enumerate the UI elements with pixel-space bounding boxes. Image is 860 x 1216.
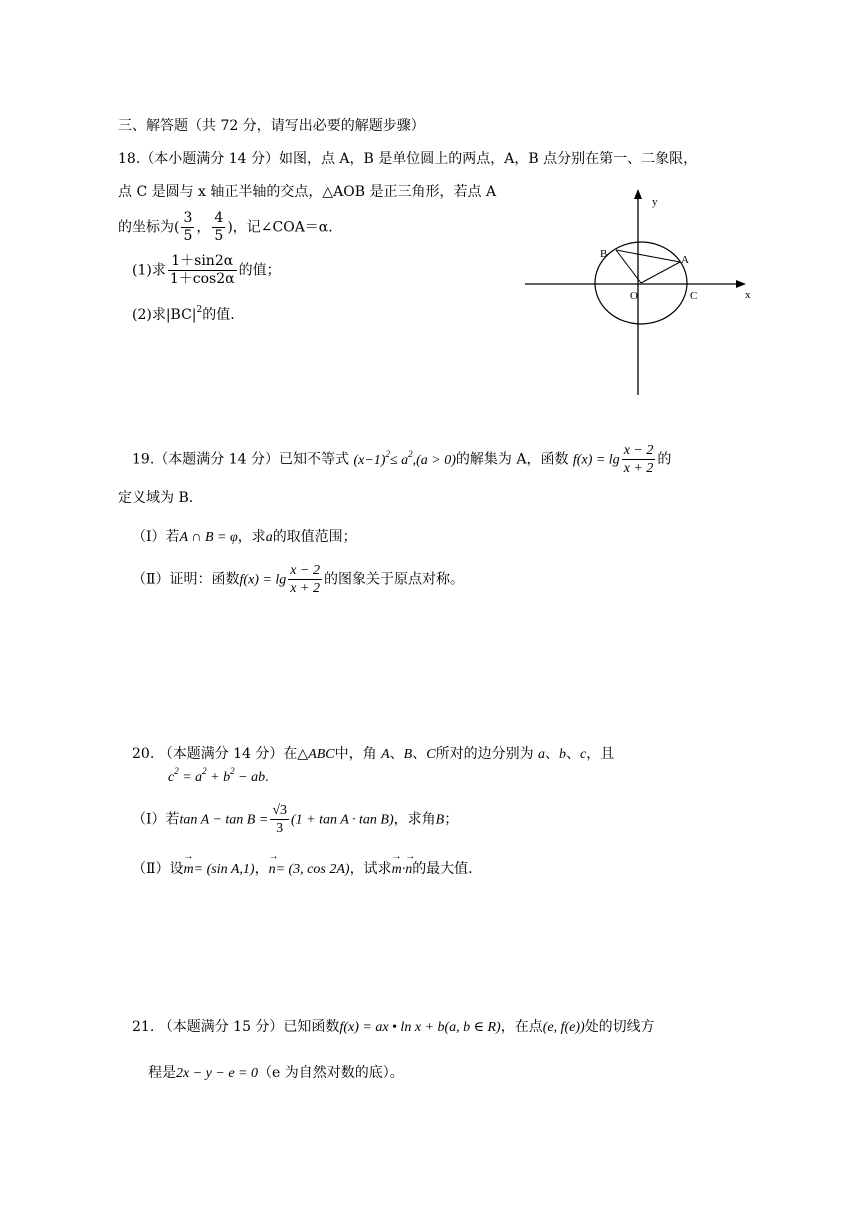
- y-axis-arrow: [634, 189, 642, 199]
- frac-den: x + 2: [290, 581, 320, 596]
- q19-p1-suffix: 的取值范围；: [272, 529, 357, 545]
- q19-line1: [132, 442, 671, 477]
- label-o: O: [630, 290, 638, 302]
- angle-a: A: [381, 747, 390, 762]
- vector-n: → n: [269, 862, 276, 878]
- vector-m: → m: [392, 862, 402, 878]
- superscript: 2: [230, 766, 235, 776]
- q20-text: ，且: [586, 746, 615, 762]
- eq-part: c: [168, 770, 175, 785]
- separator: 、: [389, 746, 404, 762]
- q18-coord-prefix: 的坐标为(: [118, 219, 180, 236]
- tangent-equation: 2x − y − e = 0: [176, 1066, 258, 1081]
- set-expression: A ∩ B = φ: [179, 530, 238, 545]
- inequality: [353, 448, 456, 468]
- q19-p2-prefix: （Ⅱ）证明：函数: [132, 571, 240, 588]
- superscript: 2: [385, 448, 390, 459]
- ineq-part: ≤ a: [389, 452, 409, 468]
- unit-circle-figure: [520, 185, 760, 400]
- q21-lead: 21. （本题满分 15 分）已知函数: [132, 1019, 340, 1035]
- q18-line3: [118, 210, 342, 245]
- q20-p1-prefix: （Ⅰ）若: [132, 811, 180, 828]
- segment-oa: [641, 262, 680, 283]
- q18-part1: [132, 253, 281, 288]
- q18-part2-prefix: (2)求|BC|: [132, 307, 197, 323]
- eq-part: .: [265, 770, 269, 785]
- eq-part: + b: [210, 770, 231, 785]
- angle-b: B: [435, 812, 445, 828]
- superscript: 2: [174, 766, 179, 776]
- point-expression: (e, f(e)): [542, 1020, 585, 1035]
- q20-equation: [168, 766, 269, 786]
- fraction-expression: [622, 442, 656, 477]
- function-def: f(x) = lg: [572, 452, 620, 468]
- q20-p2-prefix: （Ⅱ）设: [132, 861, 184, 877]
- q18-part2-suffix: 的值.: [202, 307, 235, 323]
- q18-part1-prefix: (1)求: [132, 262, 166, 279]
- q19-p1-mid: ，求: [237, 529, 266, 545]
- tan-expression: tan A − tan B =: [179, 812, 269, 828]
- fraction-expression: [288, 562, 322, 597]
- triangle-abc: ABC: [308, 747, 335, 762]
- q19-tail: 的: [657, 451, 672, 468]
- tan-expression: (1 + tan A · tan B): [291, 812, 394, 828]
- q19-part1: [132, 526, 357, 546]
- function-def: f(x) = ax • ln x + b(a, b ∈ R): [339, 1020, 501, 1035]
- q18-line1: 18.（本小题满分 14 分）如图，点 A，B 是单位圆上的两点，A，B 点分别在第一、二象限，: [118, 151, 698, 167]
- label-y: y: [652, 196, 658, 208]
- label-c: C: [690, 290, 698, 302]
- angle-b: B: [403, 747, 413, 762]
- q20-p1-mid: ，求角: [393, 811, 436, 828]
- q19-part2: [132, 562, 464, 597]
- q21-line2: [148, 1062, 404, 1082]
- fraction-sqrt3-3: [270, 802, 289, 837]
- frac-num: x − 2: [623, 443, 654, 458]
- q19-p1-prefix: （Ⅰ）若: [132, 529, 180, 545]
- x-axis-arrow: [736, 280, 746, 288]
- fraction-4-5: [212, 210, 225, 245]
- q19-mid: 的解集为 A，函数: [455, 451, 569, 468]
- q20-lead: 20. （本题满分 14 分）在△: [132, 746, 309, 762]
- comma: ，: [254, 861, 269, 877]
- superscript: 2: [408, 448, 413, 459]
- q18-coord-suffix: )，记∠COA＝α．: [227, 219, 343, 236]
- ineq-part: ,(a > 0): [412, 452, 456, 468]
- dot-operator: ·: [401, 862, 406, 877]
- eq-part: − ab: [238, 770, 266, 785]
- q21-line2-suffix: （e 为自然对数的底）。: [257, 1065, 404, 1081]
- vector-m: → m: [184, 862, 194, 878]
- q21-line2-prefix: 程是: [148, 1065, 176, 1081]
- vector-n-value: = (3, cos 2A): [275, 862, 350, 877]
- q20-line1: [132, 743, 614, 763]
- ineq-part: (x−1): [353, 452, 386, 468]
- q20-part1: [132, 802, 458, 837]
- q20-p2-mid: ，试求: [349, 861, 392, 877]
- label-a: A: [681, 254, 689, 266]
- fraction-expression: [168, 253, 237, 288]
- frac-num: 4: [214, 210, 224, 226]
- q18-part2: [132, 304, 235, 324]
- q20-p1-suffix: ；: [444, 811, 459, 828]
- frac-num: x − 2: [290, 563, 320, 578]
- superscript: 2: [196, 305, 203, 315]
- frac-den: 3: [276, 821, 284, 836]
- frac-den: x + 2: [623, 461, 654, 476]
- q20-text: 中，角: [334, 746, 377, 762]
- section-heading: 三、解答题（共 72 分，请写出必要的解题步骤）: [118, 118, 425, 134]
- q18-line2: 点 C 是圆与 x 轴正半轴的交点，△AOB 是正三角形，若点 A: [118, 184, 497, 200]
- separator: 、: [566, 746, 581, 762]
- q19-line2: 定义域为 B.: [118, 490, 194, 506]
- frac-den: 5: [214, 228, 224, 244]
- fraction-3-5: [181, 210, 194, 245]
- q21-mid: ，在点: [500, 1019, 543, 1035]
- superscript: 2: [202, 766, 207, 776]
- side-b: b: [559, 747, 567, 762]
- frac-num: √3: [272, 803, 287, 818]
- vector-n: → n: [405, 862, 412, 878]
- label-x: x: [745, 289, 751, 301]
- q20-part2: [132, 858, 473, 878]
- function-def: f(x) = lg: [239, 572, 287, 588]
- label-b: B: [600, 248, 608, 260]
- q20-text: 所对的边分别为: [435, 746, 534, 762]
- q21-line1: [132, 1016, 655, 1036]
- vector-m-value: = (sin A,1): [193, 862, 255, 877]
- variable-a: a: [265, 530, 273, 545]
- comma: ，: [196, 219, 211, 236]
- q18-part1-suffix: 的值；: [238, 262, 281, 279]
- side-c: c: [580, 747, 587, 762]
- frac-num: 3: [183, 210, 193, 226]
- angle-c: C: [426, 747, 436, 762]
- eq-part: = a: [182, 770, 203, 785]
- segment-ob: [616, 250, 641, 283]
- q20-p2-suffix: 的最大值.: [412, 861, 473, 877]
- frac-num: 1＋sin2α: [168, 253, 237, 271]
- frac-den: 1＋cos2α: [169, 271, 235, 287]
- separator: 、: [412, 746, 427, 762]
- q19-p2-suffix: 的图象关于原点对称。: [323, 571, 464, 588]
- q19-lead: 19.（本题满分 14 分）已知不等式: [132, 451, 349, 468]
- frac-den: 5: [183, 228, 193, 244]
- separator: 、: [545, 746, 560, 762]
- side-a: a: [538, 747, 546, 762]
- q21-tail: 处的切线方: [584, 1019, 655, 1035]
